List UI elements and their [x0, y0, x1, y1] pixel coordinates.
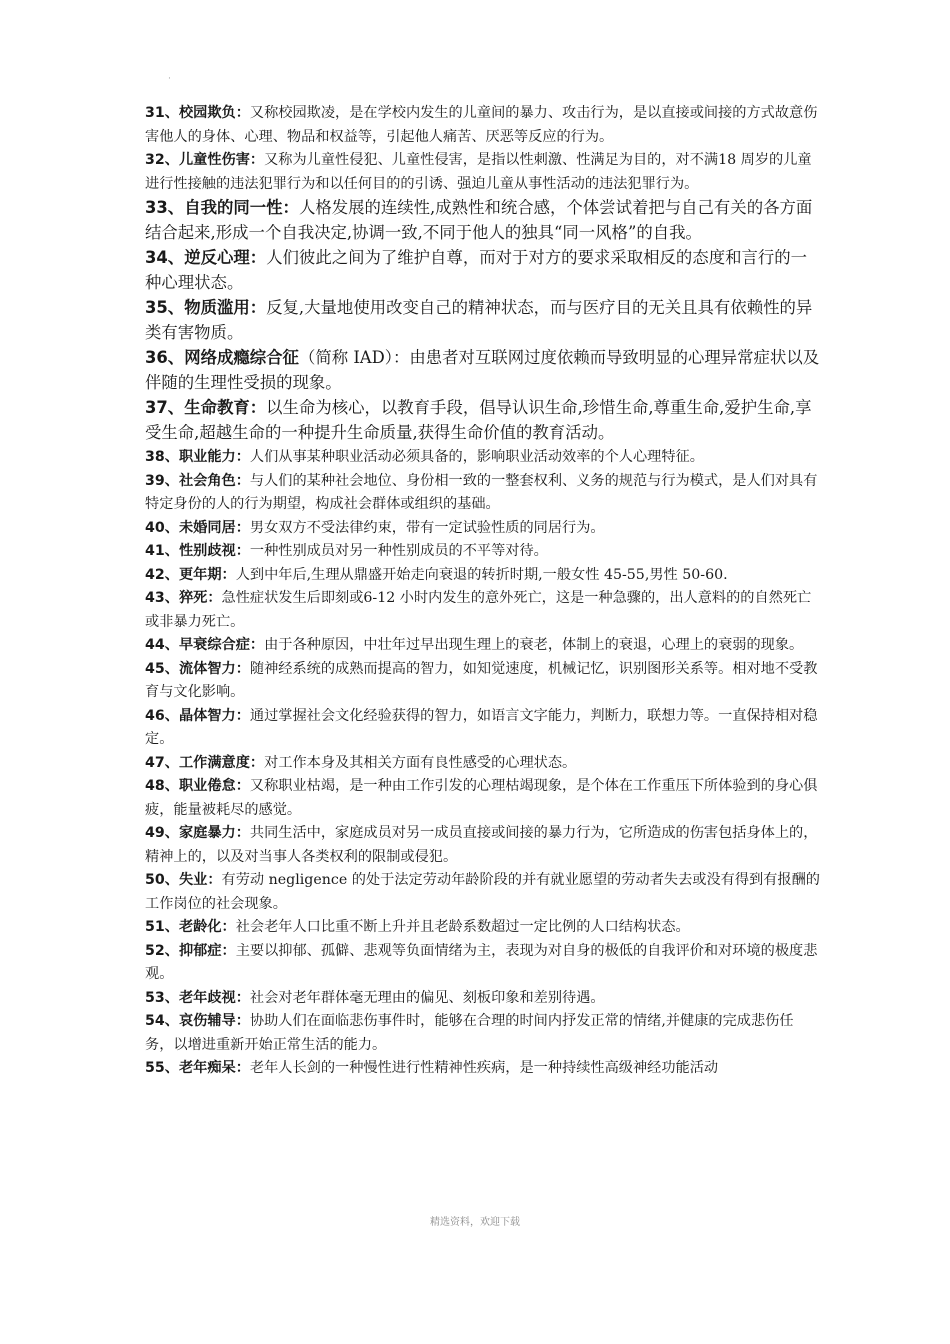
- glossary-entry: [145, 940, 821, 987]
- entry-definition: 随神经系统的成熟而提高的智力，如知觉速度，机械记忆，识别图形关系等。相对地不受教育与文化影响。: [145, 660, 818, 700]
- entry-definition: 人格发展的连续性,成熟性和统合感，个体尝试着把与自己有关的各方面结合起来,形成一个自我决定,协调一致,不同于他人的独具“同一风格”的自我。: [145, 198, 813, 242]
- entry-number: 44、: [145, 637, 179, 653]
- entry-separator: ：: [235, 825, 250, 841]
- entry-number: 39、: [145, 472, 179, 489]
- page-mark: ·: [168, 74, 171, 84]
- entry-definition: 对工作本身及其相关方面有良性感受的心理状态。: [264, 754, 577, 771]
- entry-term: 失业: [178, 872, 208, 888]
- entry-definition: 人到中年后,生理从鼎盛开始走向衰退的转折时期,一般女性 45-55,男性 50-60.: [235, 566, 728, 583]
- entry-term: 社会角色: [178, 472, 236, 489]
- entry-separator: ：: [235, 472, 250, 489]
- entry-separator: ：: [249, 398, 267, 417]
- entry-separator: ：: [235, 778, 250, 794]
- entry-definition: 人们从事某种职业活动必须具备的，影响职业活动效率的个人心理特征。: [249, 449, 704, 465]
- entry-term: 家庭暴力: [178, 825, 236, 841]
- entry-term: 未婚同居: [178, 519, 236, 536]
- glossary-entry: [145, 346, 821, 395]
- glossary-entry: [145, 540, 821, 564]
- entry-term: 老年痴呆: [178, 1060, 236, 1076]
- entry-definition: 与人们的某种社会地位、身份相一致的一整套权利、义务的规范与行为模式，是人们对具有特定身份的人的行为期望，构成社会群体或组织的基础。: [145, 472, 818, 512]
- entry-number: 54、: [145, 1013, 179, 1029]
- entry-separator: ：: [207, 872, 222, 888]
- glossary-entry: [145, 775, 821, 822]
- entry-term: 网络成瘾综合征: [184, 348, 299, 367]
- entry-number: 32、: [145, 152, 179, 168]
- entry-separator: ：: [235, 105, 250, 121]
- glossary-entry: [145, 705, 821, 752]
- entry-number: 53、: [145, 989, 179, 1006]
- glossary-entry: [145, 634, 821, 658]
- entry-number: 40、: [145, 519, 179, 536]
- glossary-entry: [145, 149, 821, 196]
- entry-term: 老龄化: [178, 919, 222, 935]
- glossary-entry: [145, 1057, 821, 1081]
- entry-definition: 一种性别成员对另一种性别成员的不平等对待。: [249, 543, 548, 559]
- glossary-entry: [145, 587, 821, 634]
- glossary-entry: [145, 517, 821, 541]
- entry-number: 48、: [145, 778, 179, 794]
- entry-separator: ：: [235, 660, 250, 677]
- glossary-entry: [145, 396, 821, 445]
- entry-term: 物质滥用: [184, 298, 250, 317]
- entry-term: 工作满意度: [178, 754, 250, 771]
- glossary-entry: [145, 470, 821, 517]
- entry-definition: 由患者对互联网过度依赖而导致明显的心理异常症状以及伴随的生理性受损的现象。: [145, 348, 820, 392]
- glossary-entry: [145, 987, 821, 1011]
- entry-definition: 急性症状发生后即刻或6-12 小时内发生的意外死亡，这是一种急骤的，出人意料的的自然死亡或非暴力死亡。: [145, 590, 812, 630]
- glossary-entry: [145, 196, 821, 245]
- entry-number: 38、: [145, 449, 179, 465]
- entry-term: 流体智力: [178, 660, 236, 677]
- glossary-content: [145, 102, 821, 1081]
- entry-definition: 老年人长剑的一种慢性进行性精神性疾病，是一种持续性高级神经功能活动: [249, 1060, 719, 1076]
- entry-definition: 由于各种原因，中壮年过早出现生理上的衰老，体制上的衰退，心理上的衰弱的现象。: [264, 637, 804, 653]
- entry-separator: ：: [235, 707, 250, 724]
- entry-number: 50、: [145, 872, 179, 888]
- entry-separator: ：: [221, 942, 236, 959]
- glossary-entry: [145, 822, 821, 869]
- entry-definition: 有劳动 negligence 的处于法定劳动年龄阶段的并有就业愿望的劳动者失去或没有得到有报酬的工作岗位的社会现象。: [145, 872, 820, 912]
- entry-term: 校园欺负: [178, 105, 236, 121]
- entry-definition: 又称校园欺凌，是在学校内发生的儿童间的暴力、攻击行为，是以直接或间接的方式故意伤害他人的身体、心理、物品和权益等，引起他人痛苦、厌恶等反应的行为。: [145, 105, 818, 145]
- entry-separator: ：: [249, 637, 265, 653]
- entry-term: 早衰综合症: [178, 637, 250, 653]
- entry-separator: ：: [235, 449, 250, 465]
- entry-term: 性别歧视: [178, 543, 236, 559]
- entry-separator: ：: [235, 519, 250, 536]
- entry-term: 逆反心理: [184, 248, 250, 267]
- entry-number: 46、: [145, 707, 179, 724]
- entry-number: 47、: [145, 754, 179, 771]
- entry-definition: 男女双方不受法律约束，带有一定试验性质的同居行为。: [249, 519, 605, 536]
- entry-number: 31、: [145, 105, 179, 121]
- entry-number: 37、: [145, 398, 185, 417]
- glossary-entry: [145, 446, 821, 470]
- entry-term: 哀伤辅导: [178, 1013, 236, 1029]
- entry-definition: 以生命为核心，以教育手段，倡导认识生命,珍惜生命,尊重生命,爱护生命,享受生命,超越生命的一种提升生命质量,获得生命价值的教育活动。: [145, 398, 812, 442]
- entry-number: 34、: [145, 248, 185, 267]
- entry-number: 33、: [145, 198, 185, 217]
- entry-number: 49、: [145, 825, 179, 841]
- entry-separator: ：: [282, 198, 299, 217]
- entry-term: 职业能力: [178, 449, 236, 465]
- entry-separator: ：: [221, 919, 236, 935]
- entry-number: 45、: [145, 660, 179, 677]
- entry-definition: 协助人们在面临悲伤事件时，能够在合理的时间内抒发正常的情绪,并健康的完成悲伤任务，以增进重新开始正常生活的能力。: [145, 1013, 794, 1053]
- glossary-entry: [145, 1010, 821, 1057]
- entry-term: 猝死: [178, 590, 208, 606]
- entry-definition: 人们彼此之间为了维护自尊，而对于对方的要求采取相反的态度和言行的一种心理状态。: [145, 248, 808, 292]
- entry-definition: 社会老年人口比重不断上升并且老龄系数超过一定比例的人口结构状态。: [235, 919, 690, 935]
- entry-term: 晶体智力: [178, 707, 236, 724]
- entry-term: 老年歧视: [178, 989, 236, 1006]
- entry-definition: 主要以抑郁、孤僻、悲观等负面情绪为主，表现为对自身的极低的自我评价和对环境的极度悲观。: [145, 942, 818, 982]
- entry-separator: ：: [207, 590, 222, 606]
- entry-separator: ：: [249, 298, 267, 317]
- entry-separator: ：: [235, 1060, 250, 1076]
- glossary-entry: [145, 246, 821, 295]
- glossary-entry: [145, 102, 821, 149]
- entry-term: 更年期: [178, 566, 222, 583]
- entry-separator: ：: [249, 152, 265, 168]
- entry-number: 52、: [145, 942, 179, 959]
- entry-definition: 反复,大量地使用改变自己的精神状态，而与医疗目的无关且具有依赖性的异类有害物质。: [145, 298, 813, 342]
- entry-number: 35、: [145, 298, 185, 317]
- entry-separator: ：: [221, 566, 236, 583]
- entry-term: 自我的同一性: [184, 198, 283, 217]
- glossary-entry: [145, 658, 821, 705]
- entry-separator: ：: [249, 248, 267, 267]
- entry-term: 儿童性伤害: [178, 152, 250, 168]
- glossary-entry: [145, 564, 821, 588]
- entry-separator: ：: [235, 989, 250, 1006]
- entry-definition: 社会对老年群体毫无理由的偏见、刻板印象和差别待遇。: [249, 989, 605, 1006]
- entry-number: 41、: [145, 543, 179, 559]
- entry-term: 抑郁症: [178, 942, 222, 959]
- entry-number: 51、: [145, 919, 179, 935]
- entry-definition: 又称为儿童性侵犯、儿童性侵害，是指以性刺激、性满足为目的，对不满18 周岁的儿童进行性接触的违法犯罪行为和以任何目的的引诱、强迫儿童从事性活动的违法犯罪行为。: [145, 152, 812, 192]
- glossary-entry: [145, 752, 821, 776]
- entry-number: 55、: [145, 1060, 179, 1076]
- page-footer: 精选资料，欢迎下载: [430, 1217, 520, 1228]
- entry-number: 36、: [145, 348, 185, 367]
- entry-definition: 又称职业枯竭，是一种由工作引发的心理枯竭现象，是个体在工作重压下所体验到的身心俱疲，能量被耗尽的感觉。: [145, 778, 818, 818]
- entry-number: 42、: [145, 566, 179, 583]
- entry-definition: 通过掌握社会文化经验获得的智力，如语言文字能力，判断力，联想力等。一直保持相对稳定。: [145, 707, 818, 747]
- entry-term: 生命教育: [184, 398, 250, 417]
- entry-separator: ：: [235, 1013, 250, 1029]
- entry-term: 职业倦怠: [178, 778, 236, 794]
- entry-separator: （简称 IAD）：: [298, 348, 410, 367]
- glossary-entry: [145, 869, 821, 916]
- glossary-entry: [145, 916, 821, 940]
- glossary-entry: [145, 296, 821, 345]
- entry-separator: ：: [249, 754, 265, 771]
- entry-separator: ：: [235, 543, 250, 559]
- entry-number: 43、: [145, 590, 179, 606]
- entry-definition: 共同生活中，家庭成员对另一成员直接或间接的暴力行为，它所造成的伤害包括身体上的，精神上的，以及对当事人各类权利的限制或侵犯。: [145, 825, 818, 865]
